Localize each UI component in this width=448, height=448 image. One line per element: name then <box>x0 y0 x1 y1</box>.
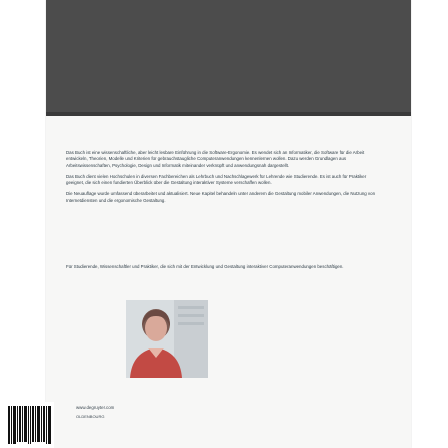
blurb-paragraph: Das Buch dient vielen Hochschulen in diversen Fachbereichen als Lehrbuch und Nachschlagewerk für Lehrende wie Studierende. Es ist auch für Praktiker geeignet, die sich einen fundierten Überblick über die Gestaltung interaktiver Systeme verschaffen wollen. <box>66 173 367 186</box>
cover-top-band <box>46 0 411 116</box>
book-back-cover <box>46 0 411 448</box>
author-photo <box>126 300 208 378</box>
blurb-paragraph: Das Buch ist eine wissenschaftliche, aber leicht lesbare Einführung in die Software-Ergonomie. Es wendet sich an Informatiker, die Software für die Arbeit entwickeln, Theorien, Modelle und Kriterien für gebrauchstaugliche Computeranwendungen kennenlernen wollen. Dazu werden Grundlagen aus Arbeitswissenschaften, Psychologie, Design und Informatik miteinander verknüpft und anwendungsnah dargestellt. <box>66 150 365 168</box>
publisher-name: OLDENBOURG <box>76 414 105 419</box>
blurb-paragraph: Die Neuauflage wurde umfassend überarbeitet und aktualisiert. Neue Kapitel behandeln unter anderem die Gestaltung mobiler Anwendungen, die Nutzung von Internetdiensten und die ergonomische Gestaltung. <box>66 191 376 203</box>
cover-band-edge <box>46 112 411 116</box>
isbn-barcode <box>6 402 54 448</box>
audience-note <box>66 264 384 270</box>
publisher-block <box>76 405 156 429</box>
blurb-text <box>66 150 384 209</box>
publisher-url[interactable]: www.degruyter.com <box>76 405 115 410</box>
audience-note-text: Für Studierende, Wissenschaftler und Praktiker, die sich mit der Entwicklung und Gestaltung interaktiver Computeranwendungen beschäftigen. <box>66 264 344 269</box>
